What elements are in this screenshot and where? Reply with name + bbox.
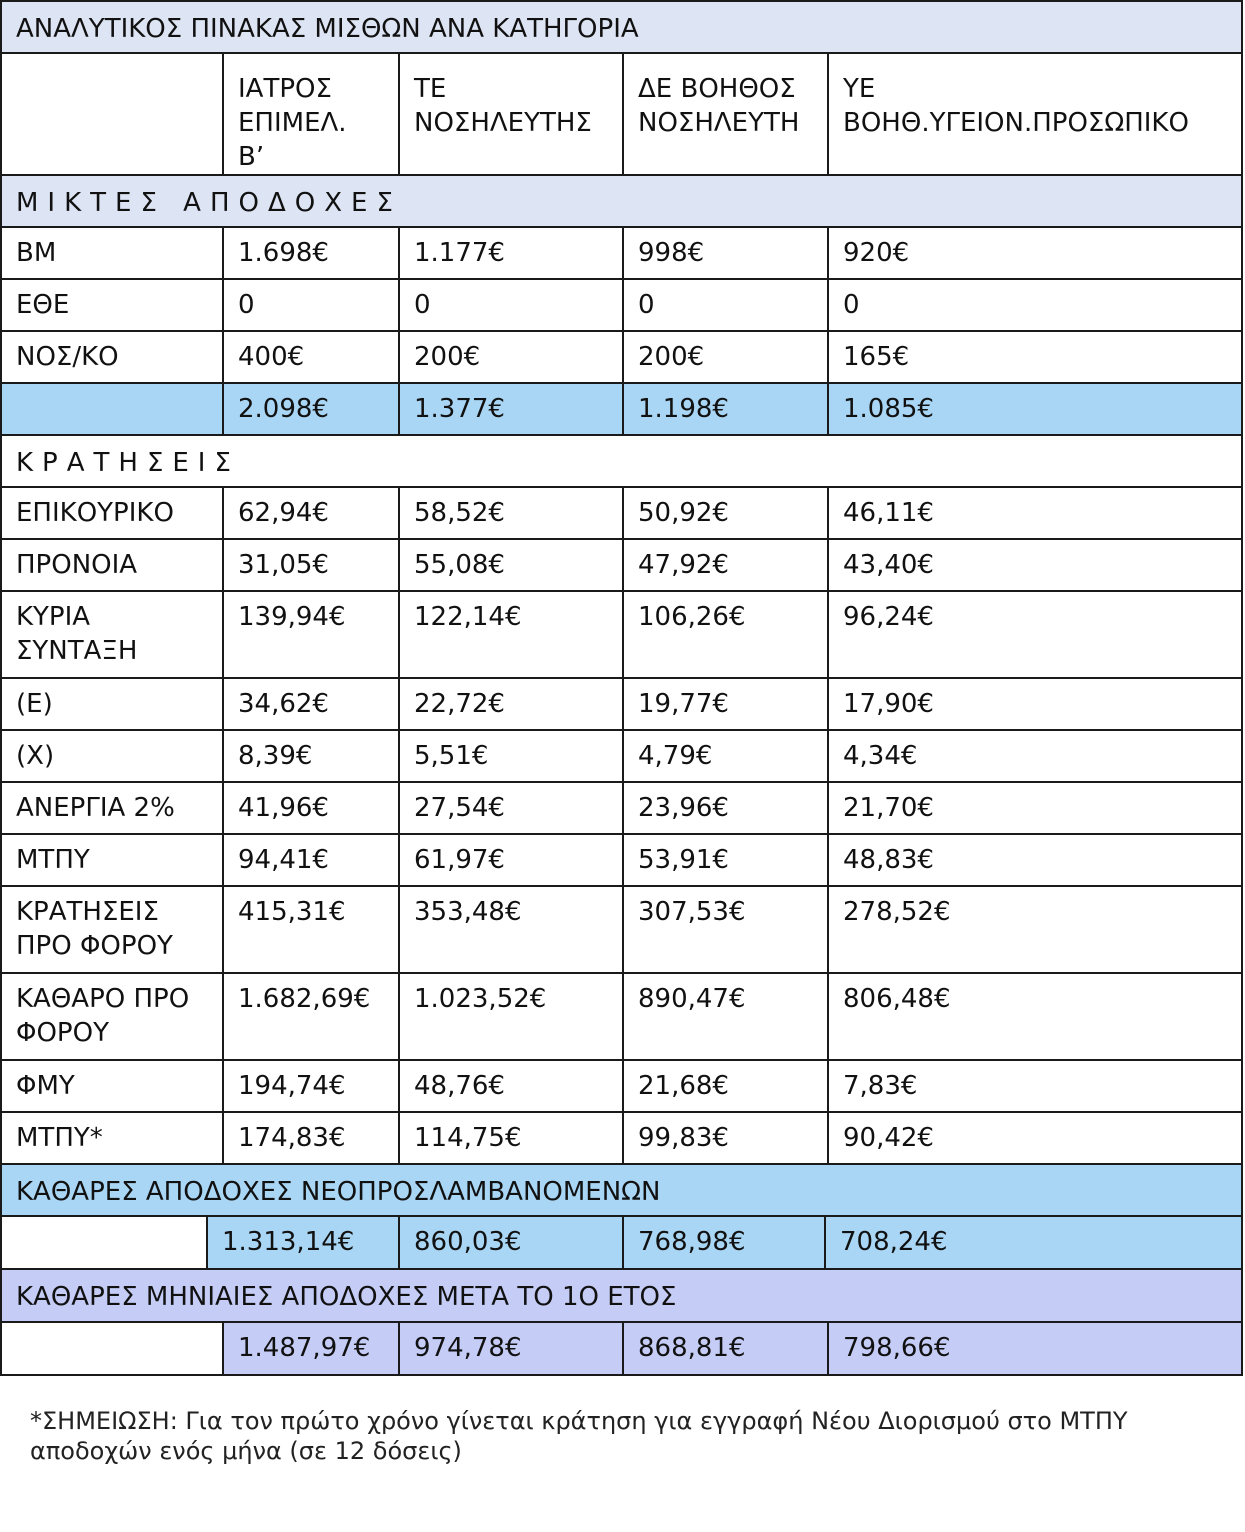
- row-value: 48,83€: [843, 845, 934, 875]
- table-row: [2, 1113, 1241, 1165]
- net-after-value: 798,66€: [829, 1323, 1241, 1374]
- row-label: ΝΟΣ/ΚΟ: [2, 332, 224, 382]
- table-row: [2, 974, 1241, 1061]
- row-label: ΚΥΡΙΑ ΣΥΝΤΑΞΗ: [2, 592, 224, 677]
- net-new-value: 860,03€: [400, 1217, 624, 1268]
- row-value: 50,92€: [624, 488, 829, 538]
- gross-rows: [2, 228, 1241, 384]
- row-value: 200€: [400, 332, 624, 382]
- row-value: 43,40€: [843, 550, 934, 580]
- column-header-nurse-te: ΤΕ ΝΟΣΗΛΕΥΤΗΣ: [400, 54, 624, 174]
- row-value: 400€: [224, 332, 400, 382]
- table-row: [2, 679, 1241, 731]
- section-deductions-title: ΚΡΑΤΗΣΕΙΣ: [16, 448, 240, 478]
- row-value: 4,34€: [843, 741, 918, 771]
- section-net-after-row: [2, 1270, 1241, 1323]
- column-header-health-staff: ΥΕ ΒΟΗΘ.ΥΓΕΙΟΝ.ΠΡΟΣΩΠΙΚΟ: [843, 74, 1189, 138]
- row-label: ΜΤΠΥ: [2, 835, 224, 885]
- table-row: [2, 280, 1241, 332]
- row-value: 55,08€: [400, 540, 624, 590]
- row-value: 114,75€: [400, 1113, 624, 1163]
- row-value: 61,97€: [400, 835, 624, 885]
- net-after-label: [2, 1323, 224, 1374]
- row-label: (Χ): [2, 731, 224, 781]
- row-value: 1.023,52€: [400, 974, 624, 1059]
- gross-total-value: 1.377€: [400, 384, 624, 434]
- row-value: 353,48€: [400, 887, 624, 972]
- row-value: 99,83€: [624, 1113, 829, 1163]
- row-value: 23,96€: [624, 783, 829, 833]
- row-value: 998€: [624, 228, 829, 278]
- row-value: 890,47€: [624, 974, 829, 1059]
- column-header-nurse-assistant: ΔΕ ΒΟΗΘΟΣ ΝΟΣΗΛΕΥΤΗ: [624, 54, 829, 174]
- row-value: 920€: [843, 238, 910, 268]
- row-value: 27,54€: [400, 783, 624, 833]
- section-net-new-row: [2, 1165, 1241, 1217]
- row-label: ΚΡΑΤΗΣΕΙΣ ΠΡΟ ΦΟΡΟΥ: [2, 887, 224, 972]
- table-row: [2, 783, 1241, 835]
- row-value: 47,92€: [624, 540, 829, 590]
- net-new-row: [2, 1217, 1241, 1270]
- row-label: ΠΡΟΝΟΙΑ: [2, 540, 224, 590]
- row-label: ΚΑΘΑΡΟ ΠΡΟ ΦΟΡΟΥ: [2, 974, 224, 1059]
- row-value: 4,79€: [624, 731, 829, 781]
- gross-total-value: 1.198€: [624, 384, 829, 434]
- net-new-label: [2, 1217, 208, 1268]
- row-value: 1.682,69€: [224, 974, 400, 1059]
- row-label: ΒΜ: [2, 228, 224, 278]
- row-label: (Ε): [2, 679, 224, 729]
- row-value: 34,62€: [224, 679, 400, 729]
- gross-total-row: [2, 384, 1241, 436]
- row-value: 415,31€: [224, 887, 400, 972]
- gross-total-value: 1.085€: [843, 394, 934, 424]
- table-row: [2, 592, 1241, 679]
- footnote: *ΣΗΜΕΙΩΣΗ: Για τον πρώτο χρόνο γίνεται κράτηση για εγγραφή Νέου Διορισμού στο ΜΤΠΥ αποδοχών ενός μήνα (σε 12 δόσεις): [30, 1407, 1128, 1465]
- row-value: 7,83€: [843, 1071, 918, 1101]
- gross-total-label: [2, 384, 224, 434]
- row-label: ΑΝΕΡΓΙΑ 2%: [2, 783, 224, 833]
- net-new-value: 708,24€: [826, 1217, 1241, 1268]
- row-value: 19,77€: [624, 679, 829, 729]
- net-after-row: [2, 1323, 1241, 1376]
- row-value: 90,42€: [843, 1123, 934, 1153]
- table-row: [2, 332, 1241, 384]
- row-value: 48,76€: [400, 1061, 624, 1111]
- row-value: 1.177€: [400, 228, 624, 278]
- row-value: 1.698€: [224, 228, 400, 278]
- table-row: [2, 887, 1241, 974]
- row-value: 31,05€: [224, 540, 400, 590]
- table-row: [2, 1061, 1241, 1113]
- row-value: 96,24€: [843, 602, 934, 632]
- row-value: 58,52€: [400, 488, 624, 538]
- row-label: ΜΤΠΥ*: [2, 1113, 224, 1163]
- table-title: ΑΝΑΛΥΤΙΚΟΣ ΠΙΝΑΚΑΣ ΜΙΣΘΩΝ ΑΝΑ ΚΑΤΗΓΟΡΙΑ: [16, 14, 639, 44]
- table-row: [2, 228, 1241, 280]
- row-value: 46,11€: [843, 498, 934, 528]
- section-net-new-title: ΚΑΘΑΡΕΣ ΑΠΟΔΟΧΕΣ ΝΕΟΠΡΟΣΛΑΜΒΑΝΟΜΕΝΩΝ: [16, 1177, 661, 1207]
- net-after-value: 1.487,97€: [224, 1323, 400, 1374]
- row-value: 8,39€: [224, 731, 400, 781]
- row-label: ΦΜΥ: [2, 1061, 224, 1111]
- row-value: 139,94€: [224, 592, 400, 677]
- gross-total-value: 2.098€: [224, 384, 400, 434]
- section-deductions-row: [2, 436, 1241, 488]
- row-value: 194,74€: [224, 1061, 400, 1111]
- section-net-after-title: ΚΑΘΑΡΕΣ ΜΗΝΙΑΙΕΣ ΑΠΟΔΟΧΕΣ ΜΕΤΑ ΤΟ 1Ο ΕΤΟΣ: [16, 1282, 677, 1312]
- row-value: 106,26€: [624, 592, 829, 677]
- row-value: 22,72€: [400, 679, 624, 729]
- row-value: 21,70€: [843, 793, 934, 823]
- table-title-row: [2, 2, 1241, 54]
- row-value: 0: [224, 280, 400, 330]
- row-value: 17,90€: [843, 689, 934, 719]
- row-value: 41,96€: [224, 783, 400, 833]
- row-value: 307,53€: [624, 887, 829, 972]
- row-value: 53,91€: [624, 835, 829, 885]
- net-new-value: 768,98€: [624, 1217, 826, 1268]
- net-after-value: 974,78€: [400, 1323, 624, 1374]
- row-value: 806,48€: [843, 984, 951, 1014]
- row-value: 94,41€: [224, 835, 400, 885]
- row-value: 0: [624, 280, 829, 330]
- table-row: [2, 488, 1241, 540]
- row-value: 21,68€: [624, 1061, 829, 1111]
- row-value: 174,83€: [224, 1113, 400, 1163]
- row-value: 200€: [624, 332, 829, 382]
- row-value: 0: [843, 290, 860, 320]
- column-header-empty: [2, 54, 224, 174]
- net-new-value: 1.313,14€: [208, 1217, 400, 1268]
- row-value: 278,52€: [843, 897, 951, 927]
- row-value: 165€: [843, 342, 910, 372]
- row-label: ΕΠΙΚΟΥΡΙΚΟ: [2, 488, 224, 538]
- column-header-doctor: ΙΑΤΡΟΣ ΕΠΙΜΕΛ. Β’: [224, 54, 400, 174]
- row-value: 5,51€: [400, 731, 624, 781]
- deduction-rows: [2, 488, 1241, 1165]
- section-gross-title: ΜΙΚΤΕΣ ΑΠΟΔΟΧΕΣ: [16, 188, 402, 218]
- net-after-value: 868,81€: [624, 1323, 829, 1374]
- row-value: 62,94€: [224, 488, 400, 538]
- section-gross-row: [2, 176, 1241, 228]
- table-row: [2, 540, 1241, 592]
- column-header-row: [2, 54, 1241, 176]
- table-row: [2, 835, 1241, 887]
- row-value: 0: [400, 280, 624, 330]
- table-row: [2, 731, 1241, 783]
- row-value: 122,14€: [400, 592, 624, 677]
- row-label: ΕΘΕ: [2, 280, 224, 330]
